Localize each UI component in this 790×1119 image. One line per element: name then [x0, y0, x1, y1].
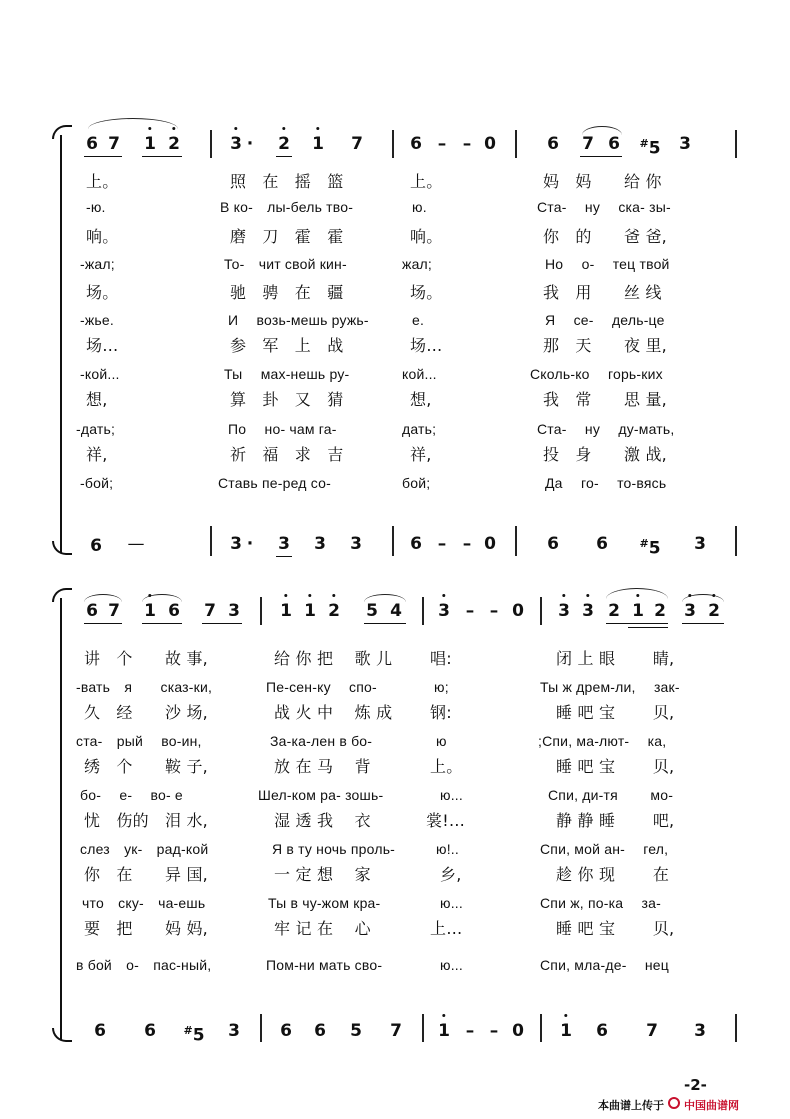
- note: 0: [484, 534, 496, 554]
- lyric-line: 给 你 把 歌 儿: [274, 649, 393, 668]
- lyric-line: 祥,: [86, 445, 108, 464]
- note: 2: [654, 601, 666, 621]
- note: 2: [278, 134, 290, 154]
- note: 6: [596, 534, 608, 554]
- note: 1: [560, 1021, 572, 1041]
- lyric-line: Да го- то-вясь: [545, 475, 667, 491]
- note: 7: [582, 134, 594, 154]
- note: –: [437, 534, 447, 554]
- lyric-line: Сколь-ко горь-ких: [530, 366, 663, 382]
- lyric-line: бо- е- во- е: [80, 787, 183, 803]
- lyric-line: -ю.: [86, 199, 106, 215]
- lyric-line: Но о- тец твой: [545, 256, 670, 272]
- note: 0: [512, 601, 524, 621]
- note: 6: [90, 536, 102, 556]
- note: 3: [694, 1021, 706, 1041]
- upload-credit: 本曲谱上传于: [598, 1099, 664, 1112]
- lyric-line: Я се- дель-це: [545, 312, 665, 328]
- note: 6: [314, 1021, 326, 1041]
- lyric-line: 睡 吧 宝 贝,: [556, 919, 675, 938]
- note: 7: [108, 601, 120, 621]
- note: 7: [204, 601, 216, 621]
- lyric-line: Пе-сен-ку спо-: [266, 679, 377, 695]
- note: –: [437, 134, 447, 154]
- note: –: [489, 1021, 499, 1041]
- note: 3: [230, 134, 242, 154]
- lyric-line: 放 在 马 背: [274, 757, 371, 776]
- note: 1: [144, 601, 156, 621]
- lyric-line: 乡,: [440, 865, 462, 884]
- lyric-line: 响。: [86, 227, 119, 246]
- lyric-line: 上。: [410, 172, 443, 191]
- lyric-line: кой...: [402, 366, 437, 382]
- lyric-line: ста- рый во-ин,: [76, 733, 202, 749]
- note: 7: [390, 1021, 402, 1041]
- lyric-line: -жье.: [80, 312, 114, 328]
- note: –: [462, 534, 472, 554]
- lyric-line: 你 在 异 国,: [84, 865, 208, 884]
- lyric-line: 照 在 摇 篮: [230, 172, 344, 191]
- note: ·: [246, 534, 254, 554]
- note: 4: [390, 601, 402, 621]
- note: 6: [280, 1021, 292, 1041]
- note: 3: [228, 1021, 240, 1041]
- lyric-line: 投 身 激 战,: [543, 445, 667, 464]
- lyric-line: -жал;: [80, 256, 115, 272]
- lyric-line: 睡 吧 宝 贝,: [556, 757, 675, 776]
- note: 6: [547, 534, 559, 554]
- lyric-line: Ты ж дрем-ли, зак-: [540, 679, 680, 695]
- note: 0: [512, 1021, 524, 1041]
- note: 2: [168, 134, 180, 154]
- note: 6: [144, 1021, 156, 1041]
- page-number: -2-: [684, 1076, 707, 1094]
- note: –: [489, 601, 499, 621]
- lyric-line: 我 用 丝 线: [543, 283, 662, 302]
- lyric-line: 闭 上 眼 睛,: [556, 649, 675, 668]
- lyric-line: ю: [436, 733, 447, 749]
- note: ·: [246, 134, 254, 154]
- note: #5: [183, 1024, 205, 1046]
- note: 7: [351, 134, 363, 154]
- note: 6: [86, 134, 98, 154]
- lyric-line: Спи ж, по-ка за-: [540, 895, 661, 911]
- note: 3: [684, 601, 696, 621]
- lyric-line: Шел-ком ра- зошь-: [258, 787, 384, 803]
- lyric-line: бой;: [402, 475, 431, 491]
- note: 7: [646, 1021, 658, 1041]
- note: 6: [596, 1021, 608, 1041]
- lyric-line: -кой...: [80, 366, 120, 382]
- lyric-line: е.: [412, 312, 425, 328]
- note: 3: [558, 601, 570, 621]
- lyric-line: 讲 个 故 事,: [84, 649, 208, 668]
- note: 6: [608, 134, 620, 154]
- lyric-line: 场…: [86, 336, 119, 355]
- note: 6: [410, 534, 422, 554]
- lyric-line: И возь-мешь ружь-: [228, 312, 369, 328]
- note: 6: [86, 601, 98, 621]
- lyric-line: 绣 个 鞍 子,: [84, 757, 208, 776]
- lyric-line: 一 定 想 家: [274, 865, 371, 884]
- note: 3: [228, 601, 240, 621]
- lyric-line: 祥,: [410, 445, 432, 464]
- lyric-line: 要 把 妈 妈,: [84, 919, 208, 938]
- lyric-line: ю...: [440, 787, 463, 803]
- lyric-line: То- чит свой кин-: [224, 256, 347, 272]
- note: 1: [304, 601, 316, 621]
- lyric-line: Я в ту ночь проль-: [272, 841, 396, 857]
- note: 1: [312, 134, 324, 154]
- lyric-line: 磨 刀 霍 霍: [230, 227, 344, 246]
- lyric-line: слез ук- рад-кой: [80, 841, 209, 857]
- note: 3: [438, 601, 450, 621]
- lyric-line: жал;: [402, 256, 433, 272]
- note: 6: [168, 601, 180, 621]
- lyric-line: Спи, мой ан- гел,: [540, 841, 669, 857]
- site-logo: 中国曲谱网: [684, 1099, 739, 1112]
- lyric-line: ю;: [434, 679, 449, 695]
- lyric-line: 驰 骋 在 疆: [230, 283, 344, 302]
- note: —: [127, 534, 145, 554]
- lyric-line: 妈 妈 给 你: [543, 172, 662, 191]
- lyric-line: 你 的 爸 爸,: [543, 227, 667, 246]
- note: #5: [639, 537, 661, 559]
- lyric-line: Ставь пе-ред со-: [218, 475, 331, 491]
- lyric-line: 那 天 夜 里,: [543, 336, 667, 355]
- note: 5: [366, 601, 378, 621]
- lyric-line: ю...: [440, 895, 463, 911]
- lyric-line: 响。: [410, 227, 443, 246]
- note: 6: [410, 134, 422, 154]
- lyric-line: В ко- лы-бель тво-: [220, 199, 354, 215]
- logo-icon: [668, 1097, 680, 1109]
- lyric-line: 我 常 思 量,: [543, 390, 667, 409]
- lyric-line: По но- чам га-: [228, 421, 337, 437]
- note: 6: [94, 1021, 106, 1041]
- lyric-line: 裳!…: [426, 811, 466, 830]
- lyric-line: 忧 伤的 泪 水,: [84, 811, 208, 830]
- lyric-line: 睡 吧 宝 贝,: [556, 703, 675, 722]
- note: 6: [547, 134, 559, 154]
- note: 3: [679, 134, 691, 154]
- lyric-line: в бой о- пас-ный,: [76, 957, 212, 973]
- lyric-line: ю.: [412, 199, 427, 215]
- lyric-line: 久 经 沙 场,: [84, 703, 208, 722]
- lyric-line: За-ка-лен в бо-: [270, 733, 373, 749]
- lyric-line: ю...: [440, 957, 463, 973]
- lyric-line: Ста- ну ска- зы-: [537, 199, 671, 215]
- note: #5: [639, 137, 661, 159]
- note: 1: [438, 1021, 450, 1041]
- note: –: [465, 601, 475, 621]
- note: 1: [632, 601, 644, 621]
- lyric-line: Спи, мла-де- нец: [540, 957, 669, 973]
- lyric-line: 钢:: [430, 703, 452, 722]
- note: 3: [314, 534, 326, 554]
- lyric-line: Ты в чу-жом кра-: [268, 895, 381, 911]
- note: 2: [328, 601, 340, 621]
- lyric-line: 算 卦 又 猜: [230, 390, 344, 409]
- lyric-line: 静 静 睡 吧,: [556, 811, 675, 830]
- note: 3: [230, 534, 242, 554]
- lyric-line: -вать я сказ-ки,: [76, 679, 213, 695]
- lyric-line: ;Спи, ма-лют- ка,: [538, 733, 667, 749]
- lyric-line: что ску- ча-ешь: [82, 895, 206, 911]
- lyric-line: 祈 福 求 吉: [230, 445, 344, 464]
- note: 5: [350, 1021, 362, 1041]
- lyric-line: Ста- ну ду-мать,: [537, 421, 675, 437]
- lyric-line: -дать;: [76, 421, 116, 437]
- lyric-line: Пом-ни мать сво-: [266, 957, 383, 973]
- lyric-line: 战 火 中 炼 成: [274, 703, 393, 722]
- lyric-line: 牢 记 在 心: [274, 919, 371, 938]
- lyric-line: 想,: [410, 390, 432, 409]
- note: 3: [694, 534, 706, 554]
- lyric-line: 场…: [410, 336, 443, 355]
- note: 0: [484, 134, 496, 154]
- note: 3: [278, 534, 290, 554]
- lyric-line: Ты мах-нешь ру-: [224, 366, 350, 382]
- note: 2: [608, 601, 620, 621]
- note: 1: [280, 601, 292, 621]
- lyric-line: ю!..: [436, 841, 459, 857]
- lyric-line: 唱:: [430, 649, 452, 668]
- lyric-line: 想,: [86, 390, 108, 409]
- lyric-line: дать;: [402, 421, 437, 437]
- lyric-line: -бой;: [80, 475, 114, 491]
- note: 3: [350, 534, 362, 554]
- note: –: [465, 1021, 475, 1041]
- lyric-line: 场。: [410, 283, 443, 302]
- lyric-line: 趁 你 现 在: [556, 865, 670, 884]
- lyric-line: 上。: [86, 172, 119, 191]
- lyric-line: 湿 透 我 衣: [274, 811, 371, 830]
- lyric-line: 上…: [430, 919, 463, 938]
- note: 7: [108, 134, 120, 154]
- lyric-line: 场。: [86, 283, 119, 302]
- note: 1: [144, 134, 156, 154]
- lyric-line: 参 军 上 战: [230, 336, 344, 355]
- lyric-line: Спи, ди-тя мо-: [548, 787, 674, 803]
- lyric-line: 上。: [430, 757, 463, 776]
- note: –: [462, 134, 472, 154]
- note: 3: [582, 601, 594, 621]
- note: 2: [708, 601, 720, 621]
